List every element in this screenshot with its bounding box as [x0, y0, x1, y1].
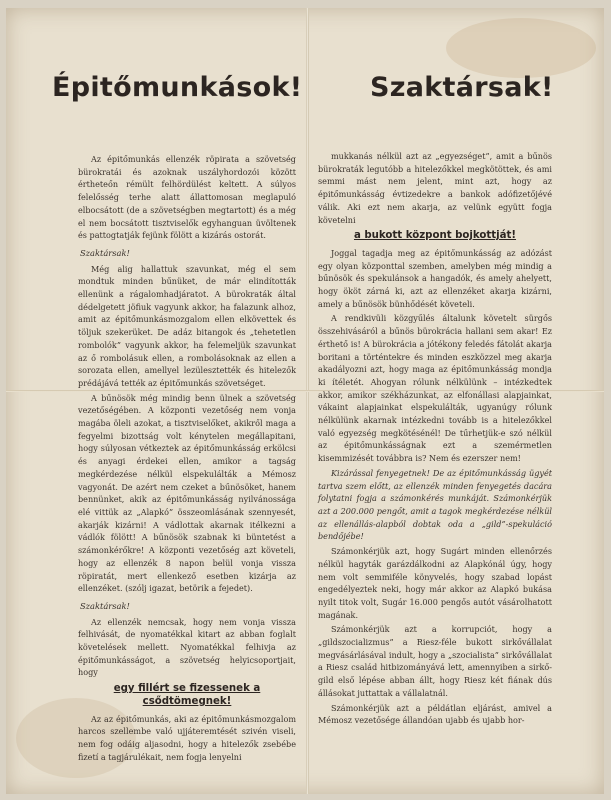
headline-left: Épitőmunkások!: [52, 72, 303, 103]
callout-text: a bukott központ bojkottját!: [353, 230, 517, 242]
paragraph: A bűnösök még mindig benn ülnek a szövetség vezetőségében. A központi vezetőség nem vonja magába öleli azokat, a tisztviselőket, akikről maga a fegyelmi bizottság volt kénytelen megállapitani, hogy súlyosan vétkeztek az épitőmunkásság erkölcsi és anyagi érdekei ellen, amikor a tagság megkérdezése nélkül elspekulálták a Mémosz vagyonát. De azért nem czeket a bűnösöket, hanem bennünket, akik az épitőmunkásság nyilvánossága elé vittük az „Alapkó” összeomlásának szennyesét, akarják kizárni! A vádlottak akarnak itélkezni a vádlók fölött! A bűnösök szabnak ki büntetést a számonkérőkre! A központi vezetőség azt követeli, hogy az ellenzék 8 napon belül vonja vissza röpiratát, mert ellenkező esetben kizárja az ellenzéket. (szólj igazat, betörik a fejedet).: [78, 392, 296, 594]
left-column: [78, 153, 296, 765]
callout-slogan: [318, 230, 552, 243]
paragraph: Számonkérjük azt a példátlan eljárást, amivel a Mémosz vezetősége állandóan ujabb és ujabb hor-: [318, 702, 552, 726]
subheading: Szaktársak!: [80, 247, 130, 258]
paper-stain: [446, 18, 596, 78]
headline-right: Szaktársak!: [370, 72, 554, 103]
paragraph: Az az épitőmunkás, aki az épitőmunkásmozgalom harcos szellembe való ujjáteremtését szivén viseli, nem fog odáig aljasodni, hogy a hitelezők zsebébe fizetí a tagjárulékait, nem fogja lenyelni: [78, 713, 296, 762]
paragraph: Számonkérjük azt, hogy Sugárt minden ellenőrzés nélkül hagyták garázdálkodni az Alapkónál úgy, hogy nem volt semmiféle könyvelés, hogy szabad lopást engedélyeztek neki, hogy már akkor az Alapkó bukása nyilt titok volt, Sugár 16.000 pengős autót vásárolhatott magának.: [318, 546, 552, 620]
paragraph: Az épitőmunkás ellenzék röpirata a szövetség bürokratái és azoknak uszályhordozói között értheteőn rémült felhördülést keltett. A súlyos felelősség terhe alatt állattomosan meglapuló elbocsátott (de a szövetségben megtartott) és a még el nem bocsátott tisztviselők egyhanguan üvöltenek és pattogtatják fejünk fölött a kizárás ostorát.: [78, 154, 296, 241]
callout-slogan: [78, 683, 296, 708]
paragraph: Joggal tagadja meg az épitőmunkásság az adózást egy olyan központtal szemben, amelyben még mindig a bűnösök és spekulánsok a hangadók, és amely ahelyett, hogy ököt zárná ki, azt az ellenzéket akarja kizárni, amely a bűnösök bünhődését követeli.: [318, 247, 552, 309]
right-column: [318, 150, 552, 729]
vertical-fold-line: [306, 8, 309, 794]
paragraph: Még alig hallattuk szavunkat, még el sem mondtuk minden bűnüket, de már elindították ellenünk a rágalomhadjáratot. A bürokraták által dédelgetett jöfiuk vagyunk akkor, ha falazunk alhoz, amit az épitőmunkásmozgalom ellen elkövettek és töljuk szekerüket. De adáz bitangok és „tehetetlen rombolók” vagyunk akkor, ha felemeljük szavunkat az ő rombolásuk ellen, a rombolásoknak az ellen a sorozata ellen, amellyel lezülesztették és hitelezők prédájává tették az épitőmunkás szövetséget.: [78, 263, 296, 388]
paragraph: Kizárással fenyegetnek! De az épitőmunkásság ügyét tartva szem előtt, az ellenzék minden fenyegetés dacára folytatni fogja a számonkérés munkáját. Számonkérjük azt a 200.000 pengőt, amit a tagok megkérdezése nélkül az ellenállás-alapból dobtak oda a „gild”-spekuláció bendőjébe!: [318, 467, 552, 542]
paragraph: Számonkérjük azt a korrupciót, hogy a „gildszocializmus” a Riesz-féle bukott sirkővállalat megvásárlásával indult, hogy a „szocialista” sirkővállalat a Riesz család hitbizományává lett, amennyiben a sirkő-gild első lépése abban állt, hogy Riesz két fiának dús állásokat juttattak a vállalatnál.: [318, 624, 552, 698]
paragraph: A rendkivüli közgyűlés általunk követelt sürgős összehivásáról a bűnös bürokrácia hallani sem akar! Ez érthető is! A bürokrácia a jótékony feledés fátolát akarja boritani a történtekre és minden eszközzel meg akarja akadályozni azt, hogy maga az épitőmunkásság mondja ki ítéletét. Ahogyan rólunk nélkülünk – intézkedtek akkor, amikor székházunkat, az elfonállasi alapjainkat, vákaint alapjainkat elspekulálták, ugyanúgy rólunk nélkülünk akarnak intézkedni tovább is a hitelezőkkel való egyezség megkötésénél! De tűrhetjük-e szó nélkül az épitőmunkásságnak ezt a szemérmetlen kisemmizését továbbra is? Nem és ezerszer nem!: [318, 313, 552, 464]
subheading: Szaktársak!: [80, 600, 130, 611]
paragraph: Az ellenzék nemcsak, hogy nem vonja vissza felhivását, de nyomatékkal kitart az abban foglalt követelések mellett. Nyomatékkal felhivja az épitőmunkásságot, a szövetség helyicsoportjait, hogy: [78, 616, 296, 678]
callout-text: egy fillért se fizessenek a csődtömegnek!: [113, 683, 261, 707]
paragraph: mukkanás nélkül azt az „egyezséget”, amit a bűnös bürokraták legutóbb a hitelezőkkel megkötöttek, és ami semmi mást nem jelent, mint azt, hogy az épitőmunkásság évtizedekre a bankok adófizetőjévé válik. Aki ezt nem akarja, az velünk együtt fogja követelni: [318, 151, 552, 225]
